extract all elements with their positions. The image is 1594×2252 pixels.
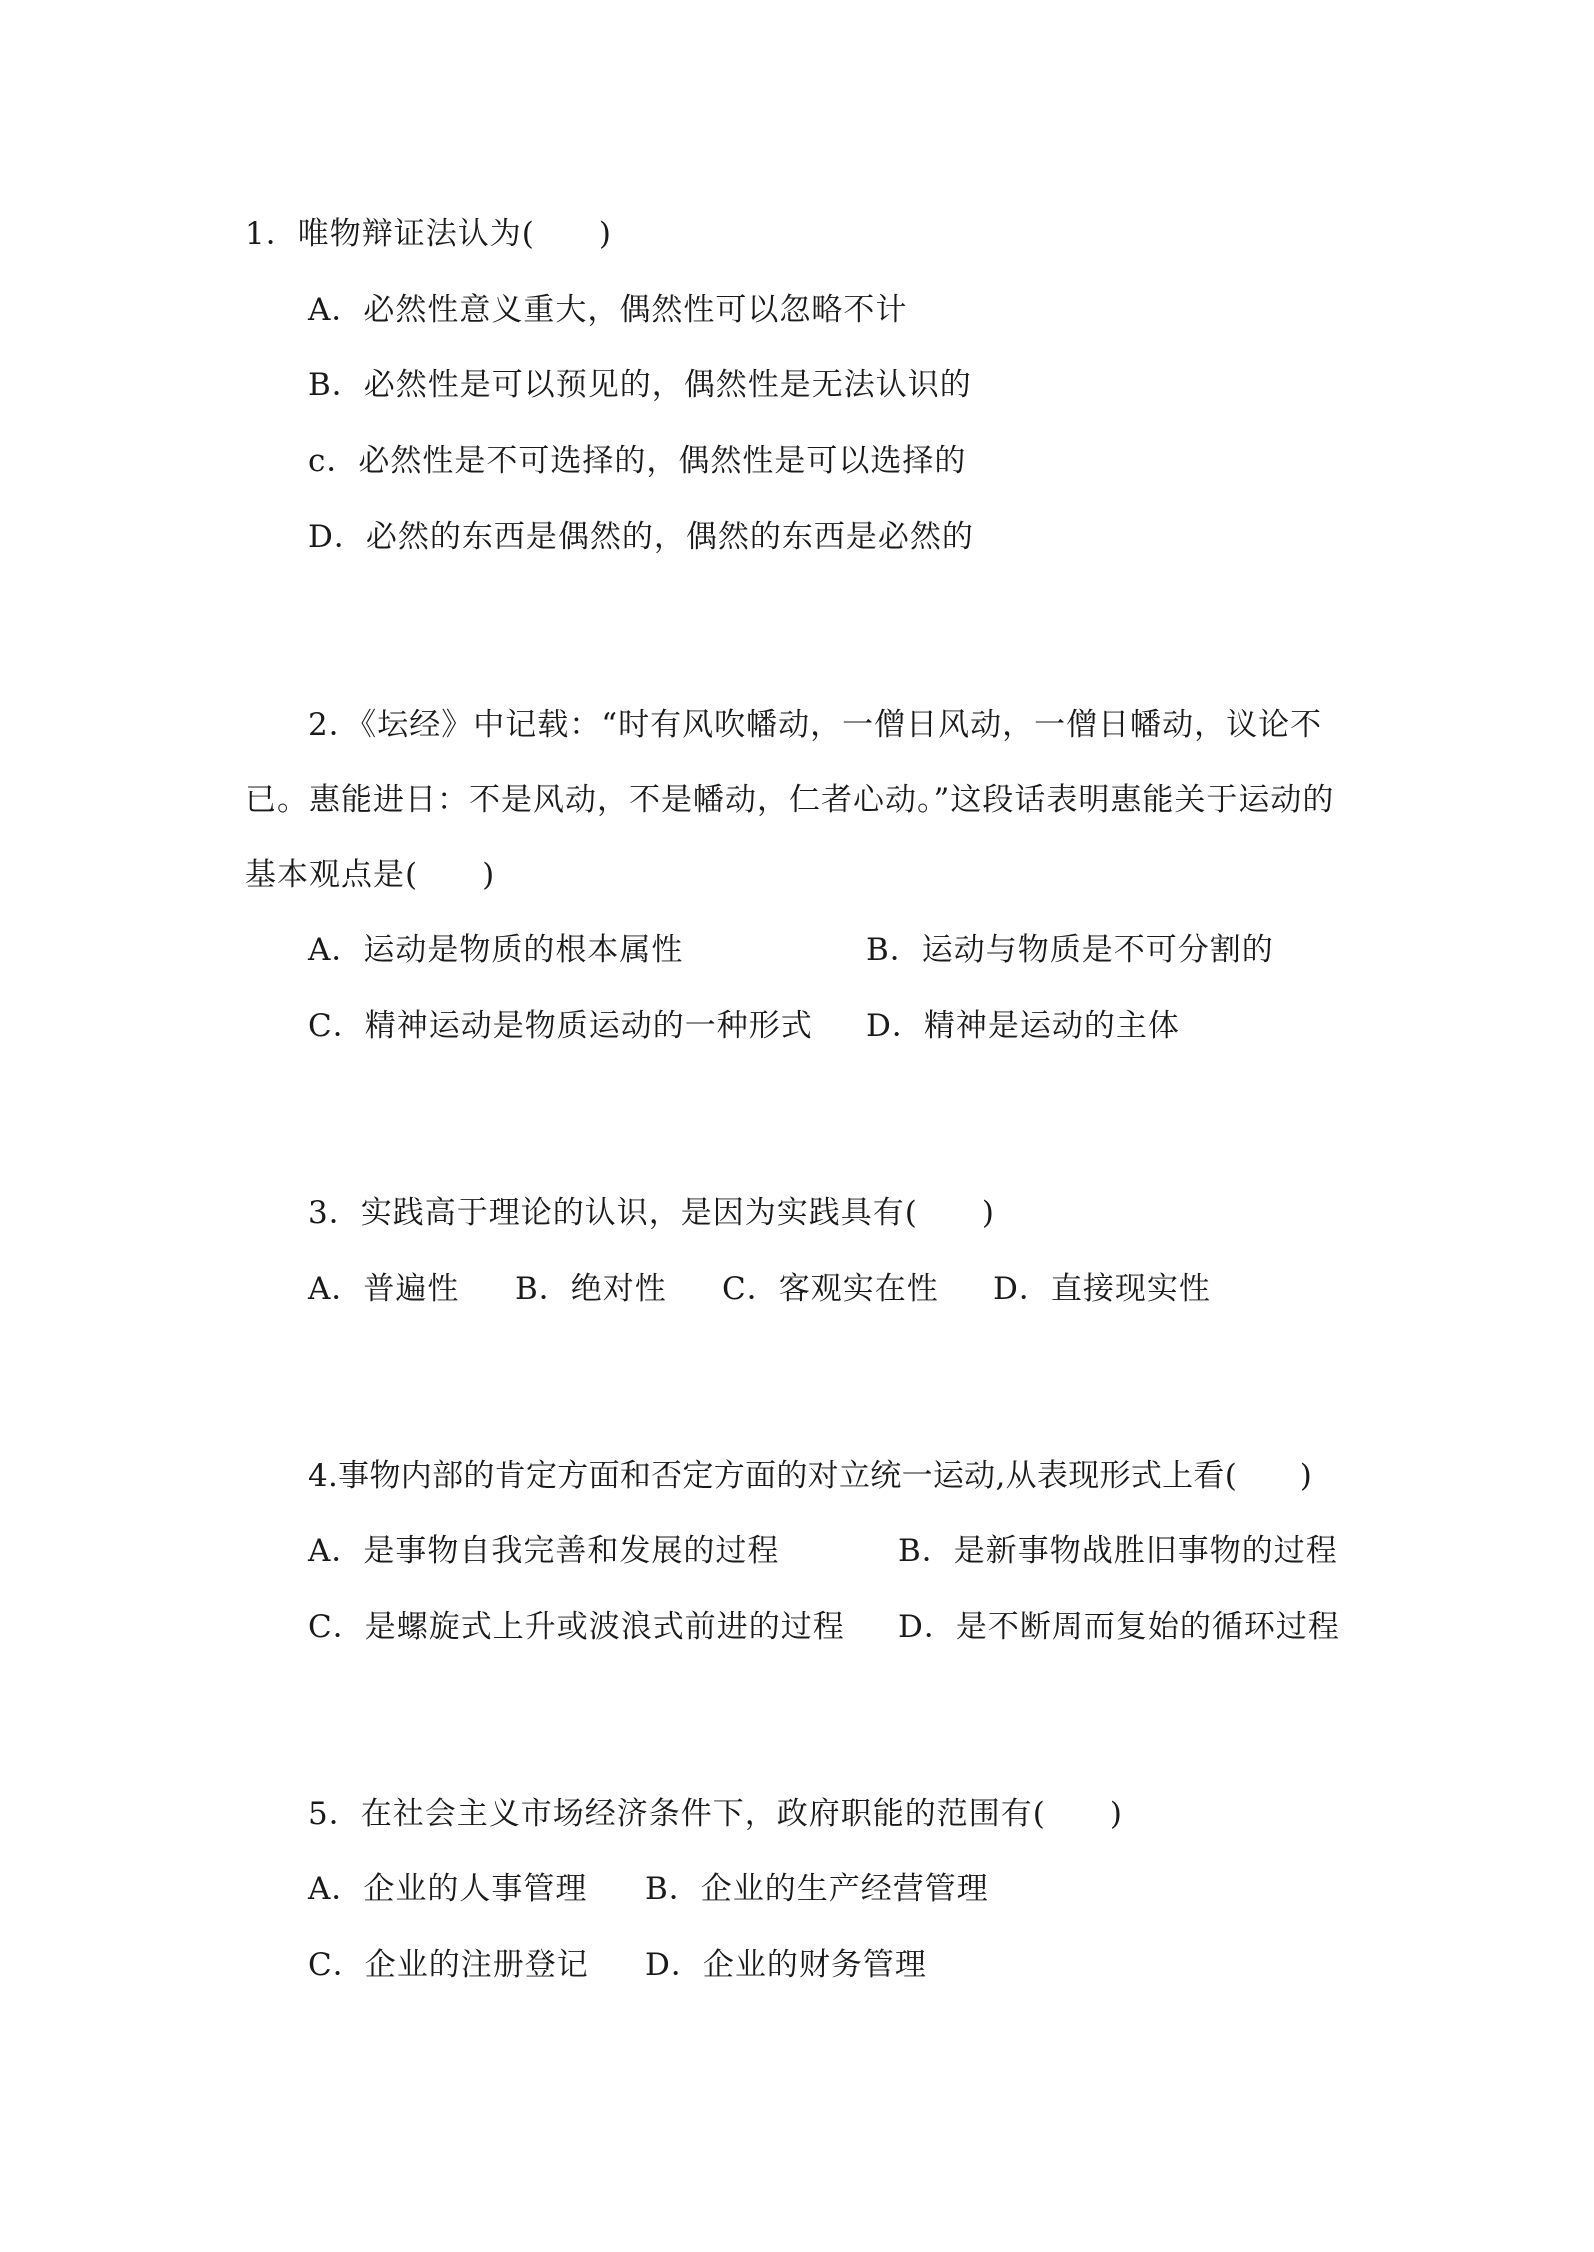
question-4-stem: 4.事物内部的肯定方面和否定方面的对立统一运动,从表现形式上看( ) [308, 1458, 1313, 1494]
question-5-stem: 5．在社会主义市场经济条件下，政府职能的范围有( ) [308, 1796, 1123, 1832]
question-5-option-c: C．企业的注册登记 [308, 1947, 589, 1983]
question-3-stem: 3．实践高于理论的认识，是因为实践具有( ) [308, 1195, 995, 1231]
question-5-option-d: D．企业的财务管理 [645, 1947, 927, 1983]
question-4-option-c: C．是螺旋式上升或波浪式前进的过程 [308, 1609, 845, 1645]
question-2-option-c: C．精神运动是物质运动的一种形式 [308, 1008, 813, 1044]
question-4-option-d: D．是不断周而复始的循环过程 [898, 1609, 1340, 1645]
question-3-option-c: C．客观实在性 [722, 1271, 939, 1307]
question-1-option-a: A．必然性意义重大，偶然性可以忽略不计 [308, 292, 908, 328]
question-3-option-b: B．绝对性 [515, 1271, 667, 1307]
question-4-option-b: B．是新事物战胜旧事物的过程 [898, 1533, 1338, 1569]
question-2-option-b: B．运动与物质是不可分割的 [866, 932, 1274, 968]
question-2-stem-line-2: 已。惠能进日：不是风动，不是幡动，仁者心动。”这段话表明惠能关于运动的 [245, 782, 1335, 818]
question-1-stem: 1．唯物辩证法认为( ) [245, 216, 612, 252]
question-1-option-c: c．必然性是不可选择的，偶然性是可以选择的 [308, 443, 967, 479]
question-3-option-d: D．直接现实性 [993, 1271, 1211, 1307]
question-2-option-d: D．精神是运动的主体 [866, 1008, 1180, 1044]
question-5-option-a: A．企业的人事管理 [308, 1871, 588, 1907]
question-2-option-a: A．运动是物质的根本属性 [308, 932, 684, 968]
question-3-option-a: A．普遍性 [308, 1271, 460, 1307]
question-5-option-b: B．企业的生产经营管理 [645, 1871, 989, 1907]
question-1-option-b: B．必然性是可以预见的，偶然性是无法认识的 [308, 367, 972, 403]
question-4-option-a: A．是事物自我完善和发展的过程 [308, 1533, 780, 1569]
question-2-stem-line-3: 基本观点是( ) [245, 857, 496, 893]
question-2-stem-line-1: 2．《坛经》中记载：“时有风吹幡动，一僧日风动，一僧日幡动，议论不 [308, 707, 1323, 743]
question-1-option-d: D．必然的东西是偶然的，偶然的东西是必然的 [308, 519, 974, 555]
